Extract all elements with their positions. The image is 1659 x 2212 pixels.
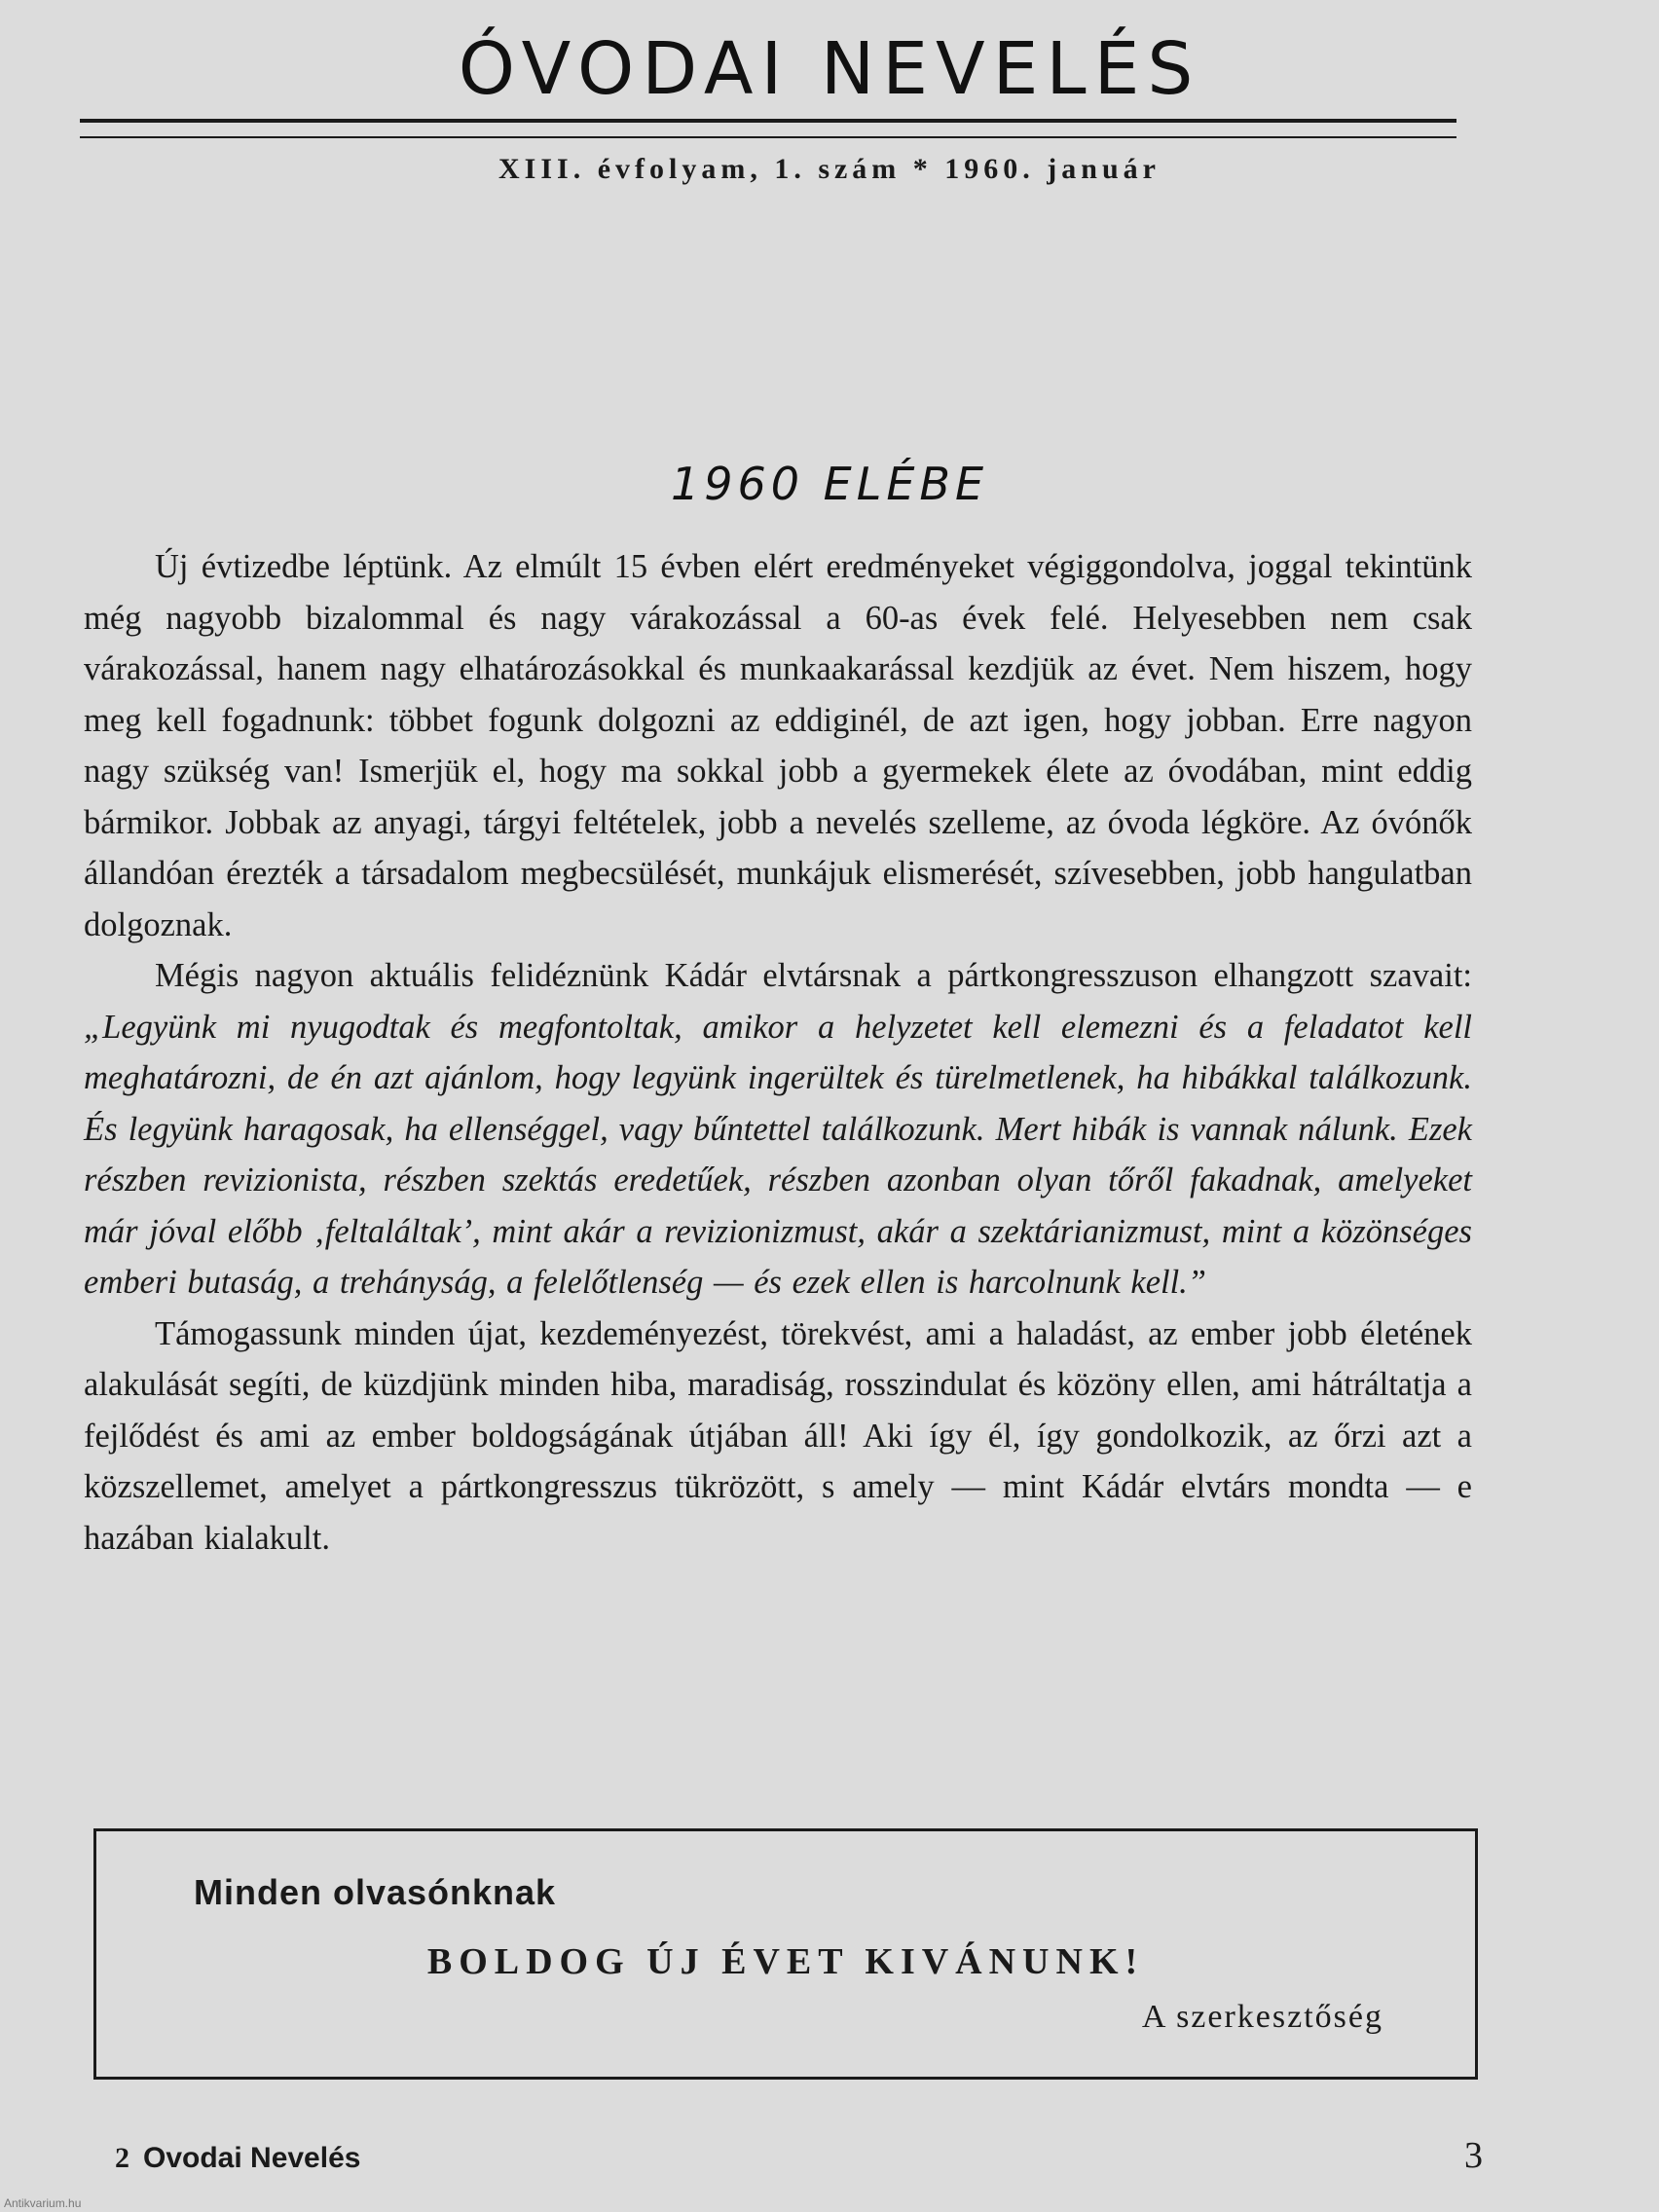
journal-title: ÓVODAI NEVELÉS — [458, 27, 1201, 111]
watermark: Antikvarium.hu — [4, 2196, 82, 2210]
paragraph-2-intro: Mégis nagyon aktuális felidéznünk Kádár elvtársnak a pártkongresszuson elhangzott szavait: — [155, 957, 1472, 994]
header-rule-thick — [80, 119, 1456, 123]
page-footer-left — [115, 2142, 360, 2175]
article-title: 1960 ELÉBE — [670, 458, 989, 510]
issue-info: XIII. évfolyam, 1. szám * 1960. január — [498, 153, 1161, 185]
kadar-quote: „Legyünk mi nyugodtak és megfontoltak, amikor a helyzetet kell elemezni és a feladatot kell meghatározni, de én azt ajánlom, hogy legyünk ingerültek és türelmetlenek, ha hibákkal találkozunk. És legyünk haragosak, ha ellenséggel, vagy bűntettel találkozunk. Mert hibák is vannak nálunk. Ezek részben revizionista, részben szektás eredetűek, részben azonban olyan tőről fakadnak, amelyeket már jóval előbb ‚feltaláltak’, mint akár a revizionizmust, akár a szektárianizmust, mint a közönséges emberi butaság, a trehányság, a felelőtlenség — és ezek ellen is harcolnunk kell.” — [84, 1008, 1472, 1301]
page-number-right: 3 — [1464, 2135, 1483, 2176]
article-body — [84, 541, 1472, 1564]
paragraph-1: Új évtizedbe léptünk. Az elmúlt 15 évben elért eredményeket végiggondolva, joggal tekintünk még nagyobb bizalommal és nagy várakozással a 60-as évek felé. Helyesebben nem csak várakozással, hanem nagy elhatározásokkal és munkaakarással kezdjük az évet. Nem hiszem, hogy meg kell fogadnunk: többet fogunk dolgozni az eddiginél, de azt igen, hogy jobban. Erre nagyon nagy szükség van! Ismerjük el, hogy ma sokkal jobb a gyermekek élete az óvodában, mint eddig bármikor. Jobbak az anyagi, tárgyi feltételek, jobb a nevelés szelleme, az óvoda légköre. Az óvónők állandóan érezték a társadalom megbecsülését, munkájuk elismerését, szívesebben, jobb hangulatban dolgoznak. — [84, 548, 1472, 943]
paragraph-2 — [84, 950, 1472, 1309]
greeting-signature: A szerkesztőség — [1141, 1999, 1383, 2035]
header-rule-thin — [80, 136, 1456, 138]
greeting-line-1: Minden olvasónknak — [194, 1872, 557, 1912]
page-number-left: 2 — [115, 2142, 129, 2174]
greeting-line-2: BOLDOG ÚJ ÉVET KIVÁNUNK! — [426, 1941, 1145, 1982]
new-year-greeting-box — [93, 1828, 1478, 2080]
paragraph-3: Támogassunk minden újat, kezdeményezést, törekvést, ami a haladást, az ember jobb életének alakulását segíti, de küzdjünk minden hiba, maradiság, rosszindulat és közöny ellen, ami hátráltatja a fejlődést és ami az ember boldogságának útjában áll! Aki így él, így gondolkozik, az őrzi azt a közszellemet, amelyet a pártkongresszus tükrözött, s amely — mint Kádár elvtárs mondta — e hazában kialakult. — [84, 1314, 1472, 1557]
footer-journal-title: Ovodai Nevelés — [143, 2142, 361, 2174]
